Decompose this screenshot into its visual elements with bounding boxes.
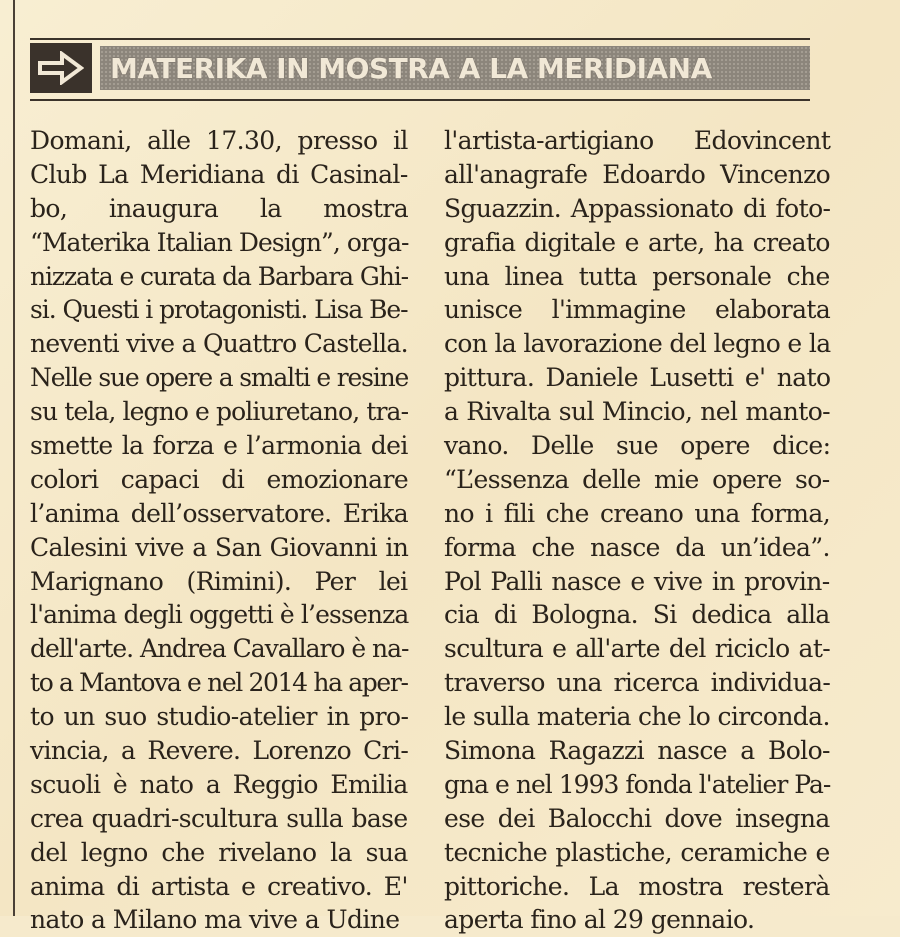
text-line: le sulla materia che lo circonda. bbox=[444, 702, 830, 732]
text-line: grafia digitale e arte, ha creato bbox=[444, 227, 830, 257]
text-line: nizzata e curata da Barbara Ghi- bbox=[30, 261, 408, 291]
article-column-left bbox=[30, 124, 408, 937]
headline-banner bbox=[30, 43, 810, 93]
text-line: aperta fino al 29 gennaio. bbox=[444, 905, 755, 935]
text-line: a Rivalta sul Mincio, nel manto- bbox=[444, 397, 830, 427]
text-line: cia di Bologna. Si dedica alla bbox=[444, 600, 830, 630]
headline-band bbox=[100, 46, 810, 90]
text-line: scultura e all'arte del riciclo at- bbox=[444, 634, 831, 664]
arrow-right-icon bbox=[30, 43, 92, 93]
text-line: smette la forza e l’armonia dei bbox=[30, 431, 408, 461]
text-line: Nelle sue opere a smalti e resine bbox=[30, 363, 409, 393]
header-rule-bottom bbox=[30, 99, 810, 101]
text-line: forma che nasce da un’idea”. bbox=[444, 532, 830, 562]
text-line: scuoli è nato a Reggio Emilia bbox=[30, 769, 408, 799]
text-line: Marignano (Rimini). Per lei bbox=[30, 566, 408, 596]
text-line: una linea tutta personale che bbox=[444, 261, 830, 291]
text-line: neventi vive a Quattro Castella. bbox=[30, 329, 408, 359]
text-line: gna e nel 1993 fonda l'atelier Pa- bbox=[444, 769, 831, 799]
text-line: “L’essenza delle mie opere so- bbox=[444, 464, 830, 494]
text-line: pittoriche. La mostra resterà bbox=[444, 871, 830, 901]
text-line: del legno che rivelano la sua bbox=[30, 837, 408, 867]
text-line: l’anima dell’osservatore. Erika bbox=[30, 498, 409, 528]
text-line: anima di artista e creativo. E' bbox=[30, 871, 408, 901]
text-line: si. Questi i protagonisti. Lisa Be- bbox=[30, 295, 408, 325]
text-line: Domani, alle 17.30, presso il bbox=[30, 126, 408, 155]
text-line: pittura. Daniele Lusetti e' nato bbox=[444, 363, 831, 393]
text-line: nato a Milano ma vive a Udine bbox=[30, 905, 400, 935]
text-line: vano. Delle sue opere dice: bbox=[444, 431, 831, 461]
headline: MATERIKA IN MOSTRA A LA MERIDIANA bbox=[110, 51, 712, 85]
text-line: unisce l'immagine elaborata bbox=[444, 295, 831, 325]
text-line: Calesini vive a San Giovanni in bbox=[30, 532, 409, 562]
text-line: Sguazzin. Appassionato di foto- bbox=[444, 193, 831, 223]
text-line: all'anagrafe Edoardo Vincenzo bbox=[444, 159, 831, 189]
text-line: to un suo studio-atelier in pro- bbox=[30, 702, 409, 732]
text-line: l'anima degli oggetti è l’essenza bbox=[30, 600, 409, 630]
text-line: ese dei Balocchi dove insegna bbox=[444, 803, 830, 833]
column-rule-left bbox=[13, 0, 15, 916]
article-body bbox=[30, 124, 831, 935]
text-line: to a Mantova e nel 2014 ha aper- bbox=[30, 668, 408, 698]
header-rule-top bbox=[30, 38, 810, 40]
text-line: Club La Meridiana di Casinal- bbox=[30, 159, 408, 189]
text-line: Pol Palli nasce e vive in provin- bbox=[444, 566, 830, 596]
text-line: tecniche plastiche, ceramiche e bbox=[444, 837, 830, 867]
text-line: dell'arte. Andrea Cavallaro è na- bbox=[30, 634, 409, 664]
text-line: no i fili che creano una forma, bbox=[444, 498, 831, 528]
text-line: colori capaci di emozionare bbox=[30, 464, 409, 494]
text-line: crea quadri-scultura sulla base bbox=[30, 803, 408, 833]
text-line: Simona Ragazzi nasce a Bolo- bbox=[444, 736, 830, 766]
text-line: vincia, a Revere. Lorenzo Cri- bbox=[30, 736, 409, 766]
article-column-right bbox=[444, 124, 830, 937]
text-line: bo, inaugura la mostra bbox=[30, 193, 409, 223]
text-line: l'artista-artigiano Edovincent bbox=[444, 126, 831, 155]
text-line: con la lavorazione del legno e la bbox=[444, 329, 831, 359]
text-line: traverso una ricerca individua- bbox=[444, 668, 831, 698]
text-line: su tela, legno e poliuretano, tra- bbox=[30, 397, 409, 427]
text-line: “Materika Italian Design”, orga- bbox=[30, 227, 409, 257]
